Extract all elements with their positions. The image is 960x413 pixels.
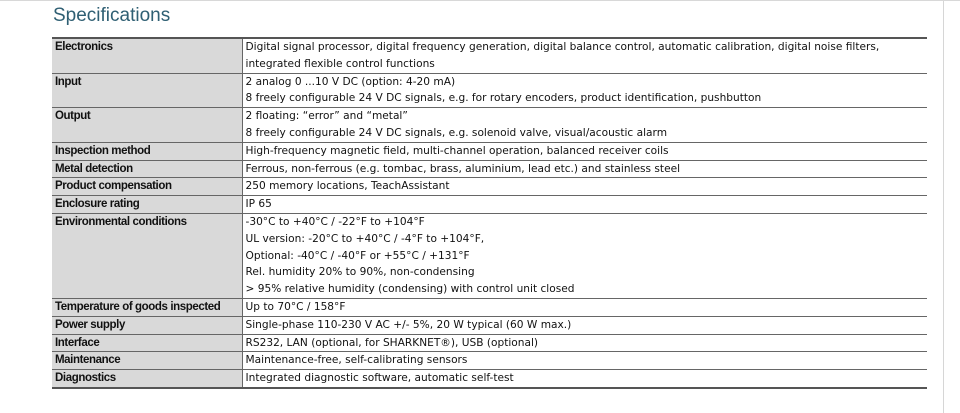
spec-value-line: -30°C to +40°C / -22°F to +104°F xyxy=(245,215,425,228)
table-row xyxy=(52,370,927,388)
spec-label: Enclosure rating xyxy=(52,196,242,214)
specifications-table-body xyxy=(52,38,927,388)
spec-value-line: 8 freely configurable 24 V DC signals, e.g. solenoid valve, visual/acoustic alarm xyxy=(245,126,668,139)
spec-label: Environmental conditions xyxy=(52,213,242,298)
spec-value-line: UL version: -20°C to +40°C / -4°F to +104°F, xyxy=(245,232,485,245)
table-row xyxy=(52,196,927,214)
spec-value-line: Rel. humidity 20% to 90%, non-condensing xyxy=(245,266,475,279)
spec-label: Output xyxy=(52,108,242,143)
spec-label: Interface xyxy=(52,334,242,352)
spec-value-line: Maintenance-free, self-calibrating sensors xyxy=(245,354,468,367)
spec-value-line: 2 floating: “error” and “metal” xyxy=(245,110,408,123)
spec-value-line: Digital signal processor, digital frequency generation, digital balance control, automatic calibration, digital noise filters, xyxy=(245,41,880,53)
spec-value xyxy=(242,108,927,143)
spec-value xyxy=(242,316,927,334)
spec-value xyxy=(242,298,927,316)
table-row xyxy=(52,298,927,316)
spec-value xyxy=(242,370,927,388)
spec-value xyxy=(242,160,927,178)
spec-value-line: Optional: -40°C / -40°F or +55°C / +131°F xyxy=(245,249,470,262)
spec-value xyxy=(242,196,927,214)
spec-value-line: 250 memory locations, TeachAssistant xyxy=(245,180,450,193)
table-row xyxy=(52,178,927,196)
spec-value-line: 2 analog 0 ...10 V DC (option: 4-20 mA) xyxy=(245,75,456,88)
spec-label: Power supply xyxy=(52,316,242,334)
spec-value-line: RS232, LAN (optional, for SHARKNET®), USB (optional) xyxy=(245,336,539,349)
table-row xyxy=(52,213,927,298)
table-row xyxy=(52,316,927,334)
spec-label: Inspection method xyxy=(52,142,242,160)
spec-value-line: Single-phase 110-230 V AC +/- 5%, 20 W typical (60 W max.) xyxy=(245,318,572,331)
spec-value xyxy=(242,178,927,196)
table-row xyxy=(52,352,927,370)
page-title: Specifications xyxy=(53,5,171,26)
spec-label: Temperature of goods inspected xyxy=(52,298,242,316)
spec-value-line: 8 freely configurable 24 V DC signals, e.g. for rotary encoders, product identification, pushbutton xyxy=(245,92,762,105)
spec-label: Product compensation xyxy=(52,178,242,196)
spec-label: Maintenance xyxy=(52,352,242,370)
table-row xyxy=(52,73,927,108)
spec-value xyxy=(242,213,927,298)
spec-label: Metal detection xyxy=(52,160,242,178)
table-row xyxy=(52,108,927,143)
spec-value xyxy=(242,142,927,160)
spec-value-line: High-frequency magnetic field, multi-channel operation, balanced receiver coils xyxy=(245,144,669,157)
table-row xyxy=(52,142,927,160)
table-row xyxy=(52,38,927,73)
specifications-table xyxy=(52,37,927,389)
spec-value-line: integrated flexible control functions xyxy=(245,57,435,70)
spec-value xyxy=(242,334,927,352)
spec-value-line: > 95% relative humidity (condensing) with control unit closed xyxy=(245,283,575,296)
spec-label: Diagnostics xyxy=(52,370,242,388)
spec-value-line: IP 65 xyxy=(245,198,272,211)
table-row xyxy=(52,160,927,178)
spec-value-line: Integrated diagnostic software, automatic self-test xyxy=(245,372,514,385)
table-row xyxy=(52,334,927,352)
spec-label: Electronics xyxy=(52,38,242,73)
spec-label: Input xyxy=(52,73,242,108)
spec-value xyxy=(242,38,927,73)
spec-value-line: Ferrous, non-ferrous (e.g. tombac, brass, aluminium, lead etc.) and stainless steel xyxy=(245,162,681,175)
spec-value-line: Up to 70°C / 158°F xyxy=(245,300,346,313)
spec-value xyxy=(242,352,927,370)
spec-value xyxy=(242,73,927,108)
